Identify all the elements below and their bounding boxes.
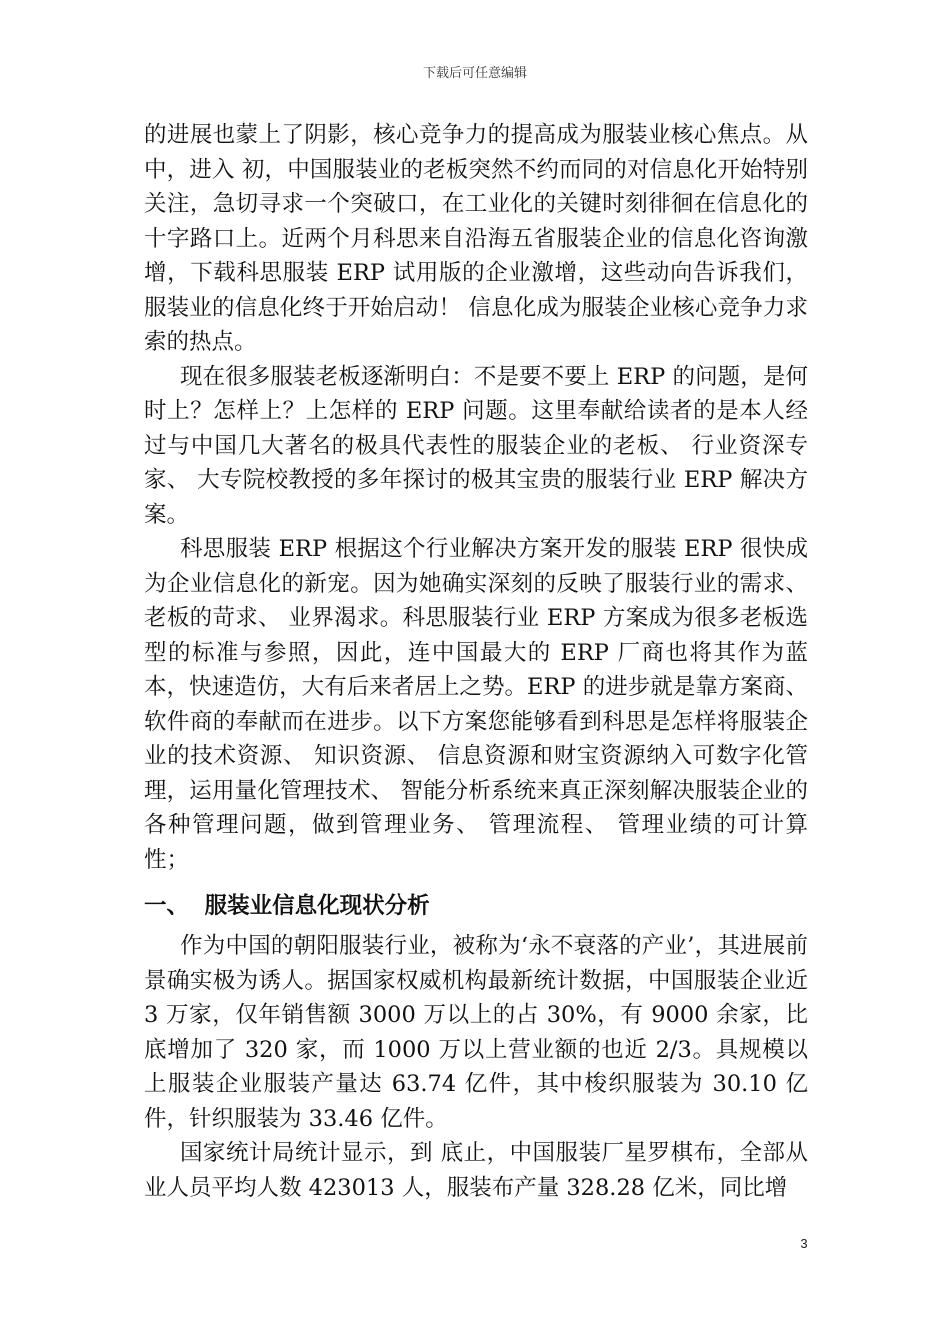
section-heading: 一、 服装业信息化现状分析 bbox=[144, 893, 430, 919]
paragraph-1: 的进展也蒙上了阴影，核心竞争力的提高成为服装业核心焦点。从 中，进入 初，中国服装业的老板突然不约而同的对信息化开始特别关注，急切寻求一个突破口，在工业化的关键时刻徘徊在信息化的十字路口上。近两个月科思来自沿海五省服装企业的信息化咨询激增，下载科思服装 ERP 试用版的企业激增，这些动向告诉我们，服装业的信息化终于开始启动！ 信息化成为服装企业核心竞争力求索的热点。 bbox=[144, 122, 808, 355]
page-header: 下载后可任意编辑 bbox=[422, 66, 527, 81]
paragraph-3: 科思服装 ERP 根据这个行业解决方案开发的服装 ERP 很快成为企业信息化的新宠。因为她确实深刻的反映了服装行业的需求、老板的苛求、 业界渴求。科思服装行业 ERP 方案成为很多老板选型的标准与参照，因此，连中国最大的 ERP 厂商也将其作为蓝本，快速造仿，大有后来者居上之势。ERP 的进步就是靠方案商、 软件商的奉献而在进步。以下方案您能够看到科思是怎样将服装企业的技术资源、 知识资源、 信息资源和财宝资源纳入可数字化管理，运用量化管理技术、 智能分析系统来真正深刻解决服装企业的各种管理问题，做到管理业务、 管理流程、 管理业绩的可计算性； bbox=[144, 536, 808, 873]
page-number: 3 bbox=[800, 1236, 808, 1251]
paragraph-2: 现在很多服装老板逐渐明白：不是要不要上 ERP 的问题，是何时上？怎样上？上怎样的 ERP 问题。这里奉献给读者的是本人经过与中国几大著名的极具代表性的服装企业的老板、 行业资深专家、 大专院校教授的多年探讨的极其宝贵的服装行业 ERP 解决方案。 bbox=[144, 363, 808, 528]
document-body bbox=[144, 118, 808, 1205]
section-paragraph-1: 作为中国的朝阳服装行业，被称为‘永不衰落的产业’，其进展前景确实极为诱人。据国家权威机构最新统计数据，中国服装企业近 3 万家，仅年销售额 3000 万以上的占 30%，有 9000 余家，比 底增加了 320 家，而 1000 万以上营业额的也近 2/3。具规模以上服装企业服装产量达 63.74 亿件，其中梭织服装为 30.10 亿件，针织服装为 33.46 亿件。 bbox=[144, 933, 808, 1132]
section-paragraph-2: 国家统计局统计显示，到 底止，中国服装厂星罗棋布，全部从业人员平均人数 423013 人，服装布产量 328.28 亿米，同比增 bbox=[144, 1140, 808, 1201]
